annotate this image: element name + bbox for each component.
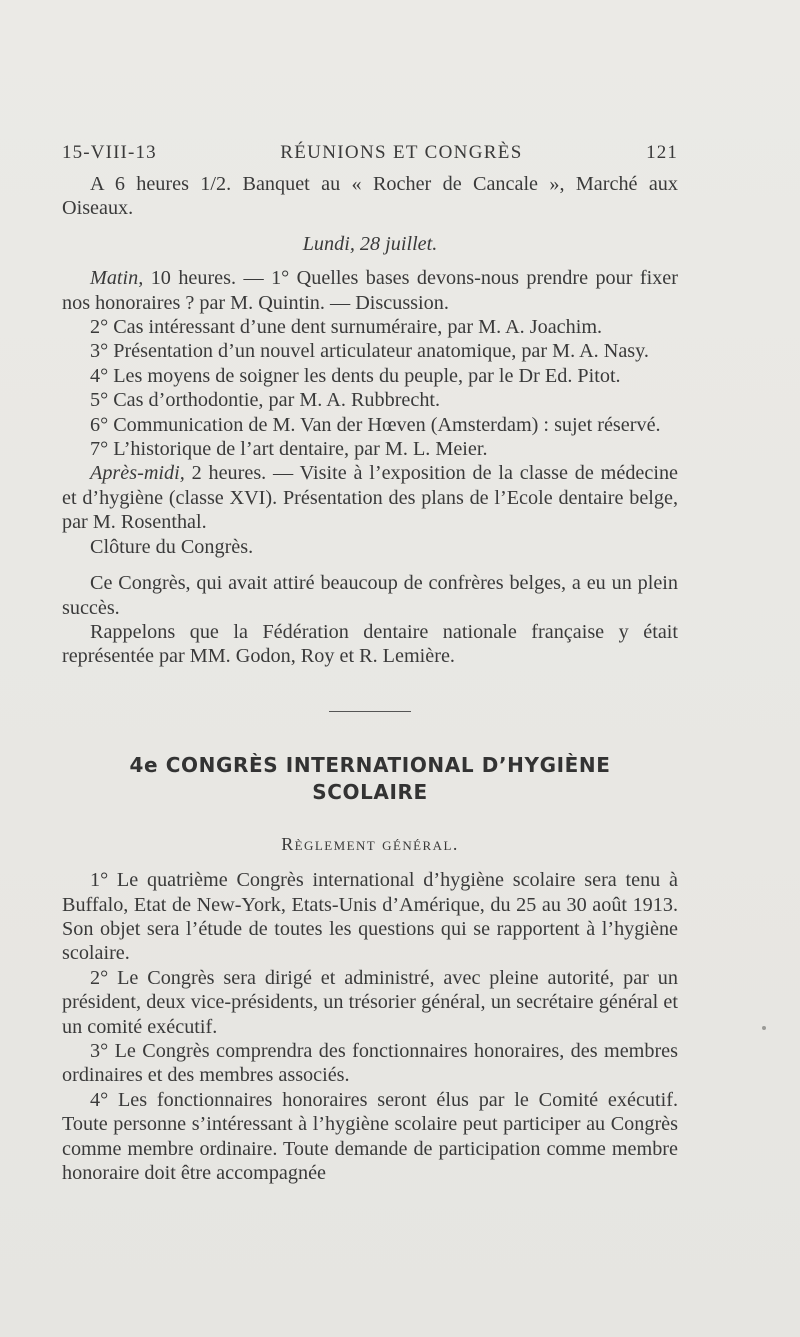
- paper-speck: [762, 1026, 766, 1030]
- day-heading: Lundi, 28 juillet.: [302, 232, 438, 255]
- article-paragraph: 4° Les fonctionnaires honoraires seront élus par le Comité exécutif. Toute personne s’intéressant à l’hygiène scolaire peut participer au Congrès comme membre ordinaire. Toute demande de participation comme membre honoraire doit être accompagnée: [62, 1088, 678, 1184]
- apres-midi-label: Après-midi,: [90, 462, 185, 485]
- program-item: 3° Présentation d’un nouvel articulateur anatomique, par M. A. Nasy.: [90, 340, 649, 363]
- matin-text: 10 heures. — 1° Quelles bases devons-nous prendre pour fixer nos honoraires ? par M. Quintin. — Discussion.: [62, 267, 678, 314]
- summary-paragraph: Rappelons que la Fédération dentaire nationale française y était représentée par MM. Godon, Roy et R. Lemière.: [62, 620, 678, 668]
- issue-number: 15-VIII-13: [62, 142, 157, 163]
- banquet-paragraph: A 6 heures 1/2. Banquet au « Rocher de Cancale », Marché aux Oiseaux.: [62, 173, 678, 220]
- matin-paragraph: [62, 266, 678, 315]
- article-paragraph: 1° Le quatrième Congrès international d’hygiène scolaire sera tenu à Buffalo, Etat de New-York, Etats-Unis d’Amérique, du 25 au 30 août 1913. Son objet sera l’étude de toutes les questions qui se rapportent à l’hygiène scolaire.: [62, 869, 678, 965]
- running-title: RÉUNIONS ET CONGRÈS: [280, 142, 523, 163]
- section-divider: [329, 711, 411, 712]
- apres-midi-paragraph: [62, 461, 678, 534]
- apres-midi-text: 2 heures. — Visite à l’exposition de la classe de médecine et d’hygiène (classe XVI). Présentation des plans de l’Ecole dentaire belge, par M. Rosenthal.: [62, 462, 678, 534]
- summary-paragraph: Ce Congrès, qui avait attiré beaucoup de confrères belges, a eu un plein succès.: [62, 572, 678, 619]
- congress-title-line: SCOLAIRE: [312, 779, 428, 804]
- cloture-line: Clôture du Congrès.: [90, 535, 254, 558]
- page-number: 121: [646, 142, 678, 163]
- congress-title-line: 4e CONGRÈS INTERNATIONAL D’HYGIÈNE: [129, 752, 611, 777]
- article-paragraph: 2° Le Congrès sera dirigé et administré, avec pleine autorité, par un président, deux vice-présidents, un trésorier général, un secrétaire général et un comité exécutif.: [62, 966, 678, 1038]
- program-item: 7° L’historique de l’art dentaire, par M. L. Meier.: [90, 438, 488, 461]
- program-item: 6° Communication de M. Van der Hœven (Amsterdam) : sujet réservé.: [90, 413, 661, 436]
- program-item: 5° Cas d’orthodontie, par M. A. Rubbrecht.: [90, 389, 441, 412]
- article-paragraph: 3° Le Congrès comprendra des fonctionnaires honoraires, des membres ordinaires et des membres associés.: [62, 1039, 678, 1087]
- program-item: 2° Cas intéressant d’une dent surnuméraire, par M. A. Joachim.: [90, 316, 603, 339]
- reglement-heading: Règlement général.: [281, 833, 459, 854]
- congress-title: [62, 752, 678, 806]
- matin-label: Matin,: [90, 267, 144, 290]
- program-item: 4° Les moyens de soigner les dents du peuple, par le Dr Ed. Pitot.: [90, 364, 621, 387]
- running-header: [62, 142, 678, 164]
